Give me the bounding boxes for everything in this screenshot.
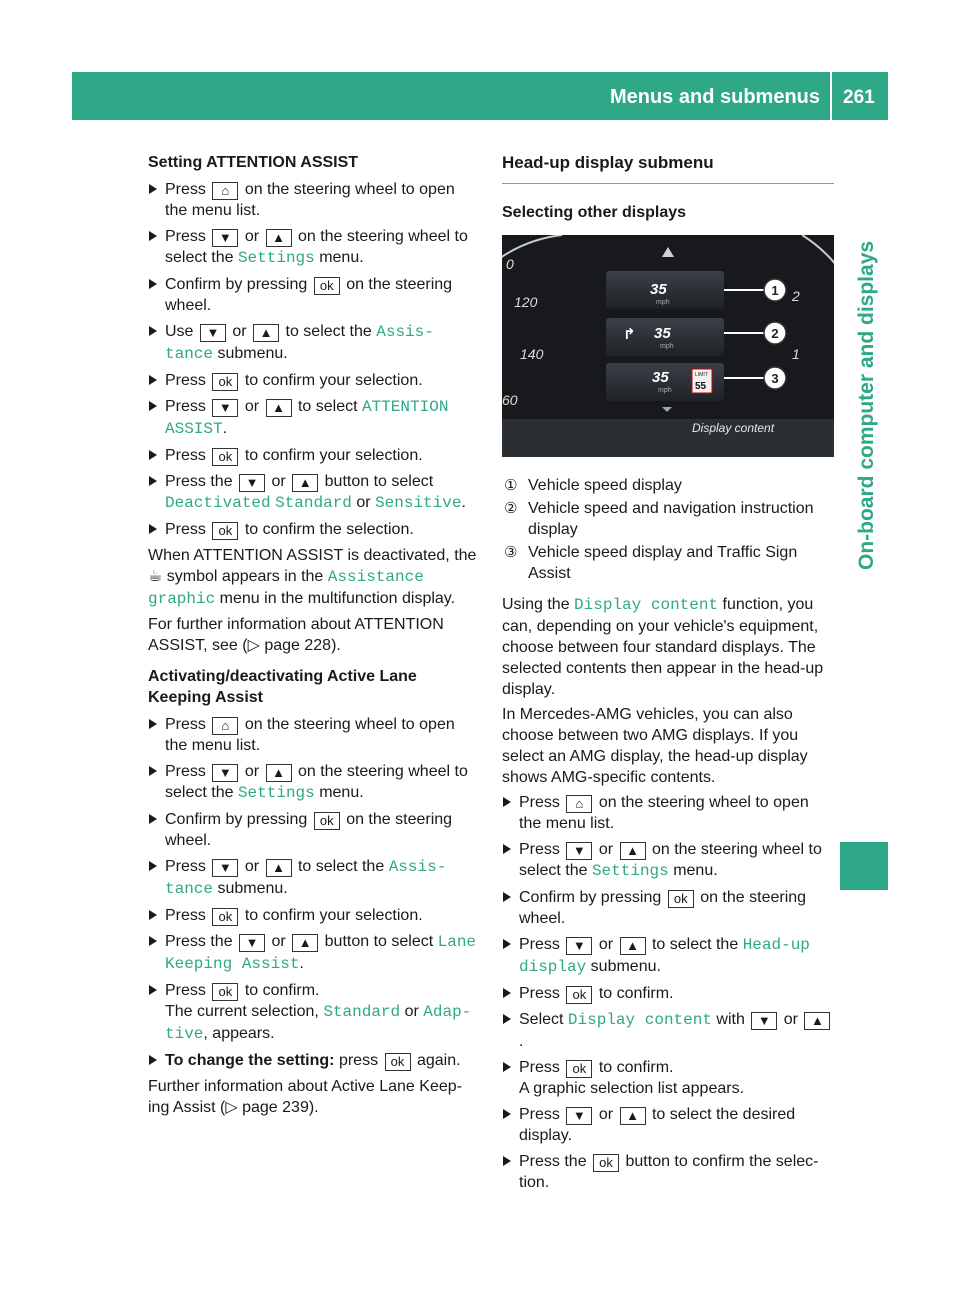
- down-key-icon: ▼: [212, 859, 238, 877]
- down-key-icon: ▼: [212, 399, 238, 417]
- gauge-label: 0: [506, 256, 514, 272]
- svg-text:35: 35: [652, 369, 669, 386]
- side-tab-label: On-board computer and displays: [855, 240, 878, 570]
- header-divider: [830, 72, 832, 120]
- page-number: 261: [843, 87, 875, 108]
- legend-item: ② Vehicle speed and navigation instruction display: [504, 500, 814, 538]
- step: Press ▼ or ▲ on the steering wheel to select the Settings menu.: [148, 226, 480, 269]
- up-key-icon: ▲: [292, 934, 318, 952]
- down-key-icon: ▼: [212, 229, 238, 247]
- gauge-label: 2: [792, 288, 800, 304]
- legend-item: ① Vehicle speed display: [504, 477, 682, 494]
- svg-text:2: 2: [771, 326, 779, 341]
- step: Press ⌂ on the steering wheel to open the menu list.: [502, 792, 834, 834]
- gauge-label: 60: [502, 392, 518, 408]
- ok-key-icon: ok: [566, 1060, 592, 1078]
- gauge-label: 120: [514, 294, 538, 310]
- down-key-icon: ▼: [200, 324, 226, 342]
- up-key-icon: ▲: [620, 937, 646, 955]
- subheading: Selecting other displays: [502, 204, 687, 221]
- svg-text:3: 3: [771, 371, 779, 386]
- step: Select Display content with ▼ or ▲.: [502, 1009, 834, 1052]
- right-column: [502, 152, 834, 1198]
- up-key-icon: ▲: [292, 474, 318, 492]
- step: Press ▼ or ▲ to select the Head-up display submenu.: [502, 934, 834, 978]
- down-key-icon: ▼: [212, 764, 238, 782]
- up-key-icon: ▲: [620, 842, 646, 860]
- up-key-icon: ▲: [620, 1107, 646, 1125]
- up-key-icon: ▲: [253, 324, 279, 342]
- step: Press ▼ or ▲ on the steering wheel to select the Settings menu.: [502, 839, 834, 882]
- step: Use ▼ or ▲ to select the Assis‐tance submenu.: [148, 321, 480, 365]
- legend-list: [502, 475, 834, 584]
- step: Press ▼ or ▲ to select the Assis‐tance submenu.: [148, 856, 480, 900]
- down-key-icon: ▼: [566, 842, 592, 860]
- divider: [502, 183, 834, 184]
- step: Press ▼ or ▲ to select the desired display.: [502, 1104, 834, 1146]
- svg-text:35: 35: [654, 325, 671, 342]
- step: Press the ▼ or ▲ button to select Deactivated Standard or Sensitive.: [148, 471, 480, 514]
- step: Press the ok button to confirm the selec-tion.: [502, 1151, 834, 1193]
- up-key-icon: ▲: [266, 764, 292, 782]
- svg-text:mph: mph: [658, 387, 672, 394]
- step: Press ⌂ on the steering wheel to open the menu list.: [148, 714, 480, 756]
- step: Press ok to confirm. The current selection, Standard or Adap‐tive, appears.: [148, 980, 480, 1045]
- instrument-cluster-svg: [502, 235, 834, 457]
- ok-key-icon: ok: [566, 986, 592, 1004]
- gauge-label: 140: [520, 346, 544, 362]
- attention-off-icon: ☕: [148, 568, 163, 585]
- step: Press ok to confirm your selection.: [148, 370, 480, 391]
- heading-active-lane-keeping: Activating/deactivating Active Lane Keeping Assist: [148, 668, 417, 706]
- down-key-icon: ▼: [239, 474, 265, 492]
- step: Confirm by pressing ok on the steering wheel.: [148, 274, 480, 316]
- svg-text:55: 55: [695, 381, 707, 392]
- step: Press ok to confirm your selection.: [148, 905, 480, 926]
- svg-text:1: 1: [771, 283, 779, 298]
- svg-text:LIMIT: LIMIT: [695, 372, 708, 378]
- ok-key-icon: ok: [314, 277, 340, 295]
- down-key-icon: ▼: [566, 1107, 592, 1125]
- paragraph: In Mercedes-AMG vehicles, you can also choose between two AMG displays. If you select an AMG display, the head-up display shows AMG-specific contents.: [502, 706, 808, 786]
- down-key-icon: ▼: [751, 1012, 777, 1030]
- up-key-icon: ▲: [804, 1012, 830, 1030]
- step: Press ok to confirm. A graphic selection list appears.: [502, 1057, 834, 1099]
- svg-text:↱: ↱: [623, 326, 636, 343]
- ok-key-icon: ok: [212, 522, 238, 540]
- step: Press ok to confirm.: [502, 983, 834, 1004]
- ok-key-icon: ok: [668, 890, 694, 908]
- section-title: Menus and submenus: [609, 86, 820, 108]
- step: Press ⌂ on the steering wheel to open the menu list.: [148, 179, 480, 221]
- step: Press ▼ or ▲ to select ATTENTION ASSIST.: [148, 396, 480, 440]
- down-key-icon: ▼: [566, 937, 592, 955]
- ok-key-icon: ok: [314, 812, 340, 830]
- step: To change the setting: press ok again.: [148, 1050, 480, 1071]
- instrument-cluster-image: [502, 235, 834, 457]
- up-key-icon: ▲: [266, 399, 292, 417]
- heading-head-up-display: Head-up display submenu: [502, 153, 714, 172]
- paragraph: For further information about ATTENTION ASSIST, see (▷ page 228).: [148, 616, 444, 654]
- step: Press the ▼ or ▲ button to select Lane Keeping Assist.: [148, 931, 480, 975]
- down-key-icon: ▼: [239, 934, 265, 952]
- svg-text:35: 35: [650, 281, 667, 298]
- paragraph: Using the Display content function, you can, depending on your vehicle's equipment, choose between four standard displays. The selected contents then appear in the head-up display.: [502, 596, 824, 698]
- display-caption: Display content: [692, 421, 775, 435]
- home-key-icon: ⌂: [212, 717, 238, 735]
- up-key-icon: ▲: [266, 859, 292, 877]
- left-column: [148, 152, 480, 1122]
- step: Confirm by pressing ok on the steering wheel.: [502, 887, 834, 929]
- step: Confirm by pressing ok on the steering wheel.: [148, 809, 480, 851]
- home-key-icon: ⌂: [566, 795, 592, 813]
- up-key-icon: ▲: [266, 229, 292, 247]
- step: Press ok to confirm your selection.: [148, 445, 480, 466]
- svg-text:mph: mph: [656, 299, 670, 306]
- ok-key-icon: ok: [212, 448, 238, 466]
- svg-text:mph: mph: [660, 343, 674, 350]
- heading-attention-assist: Setting ATTENTION ASSIST: [148, 154, 359, 171]
- ok-key-icon: ok: [385, 1053, 411, 1071]
- side-tab-marker: [840, 842, 888, 890]
- header-bar: [72, 72, 888, 120]
- ok-key-icon: ok: [212, 373, 238, 391]
- home-key-icon: ⌂: [212, 182, 238, 200]
- legend-item: ③ Vehicle speed display and Traffic Sign Assist: [504, 544, 798, 582]
- step: Press ok to confirm the selection.: [148, 519, 480, 540]
- step: Press ▼ or ▲ on the steering wheel to select the Settings menu.: [148, 761, 480, 804]
- ok-key-icon: ok: [593, 1154, 619, 1172]
- ok-key-icon: ok: [212, 983, 238, 1001]
- ok-key-icon: ok: [212, 908, 238, 926]
- gauge-label: 1: [792, 346, 800, 362]
- paragraph: Further information about Active Lane Keep-ing Assist (▷ page 239).: [148, 1078, 462, 1116]
- paragraph: When ATTENTION ASSIST is deactivated, the ☕ symbol appears in the Assistance graphic menu in the multifunction display.: [148, 547, 477, 608]
